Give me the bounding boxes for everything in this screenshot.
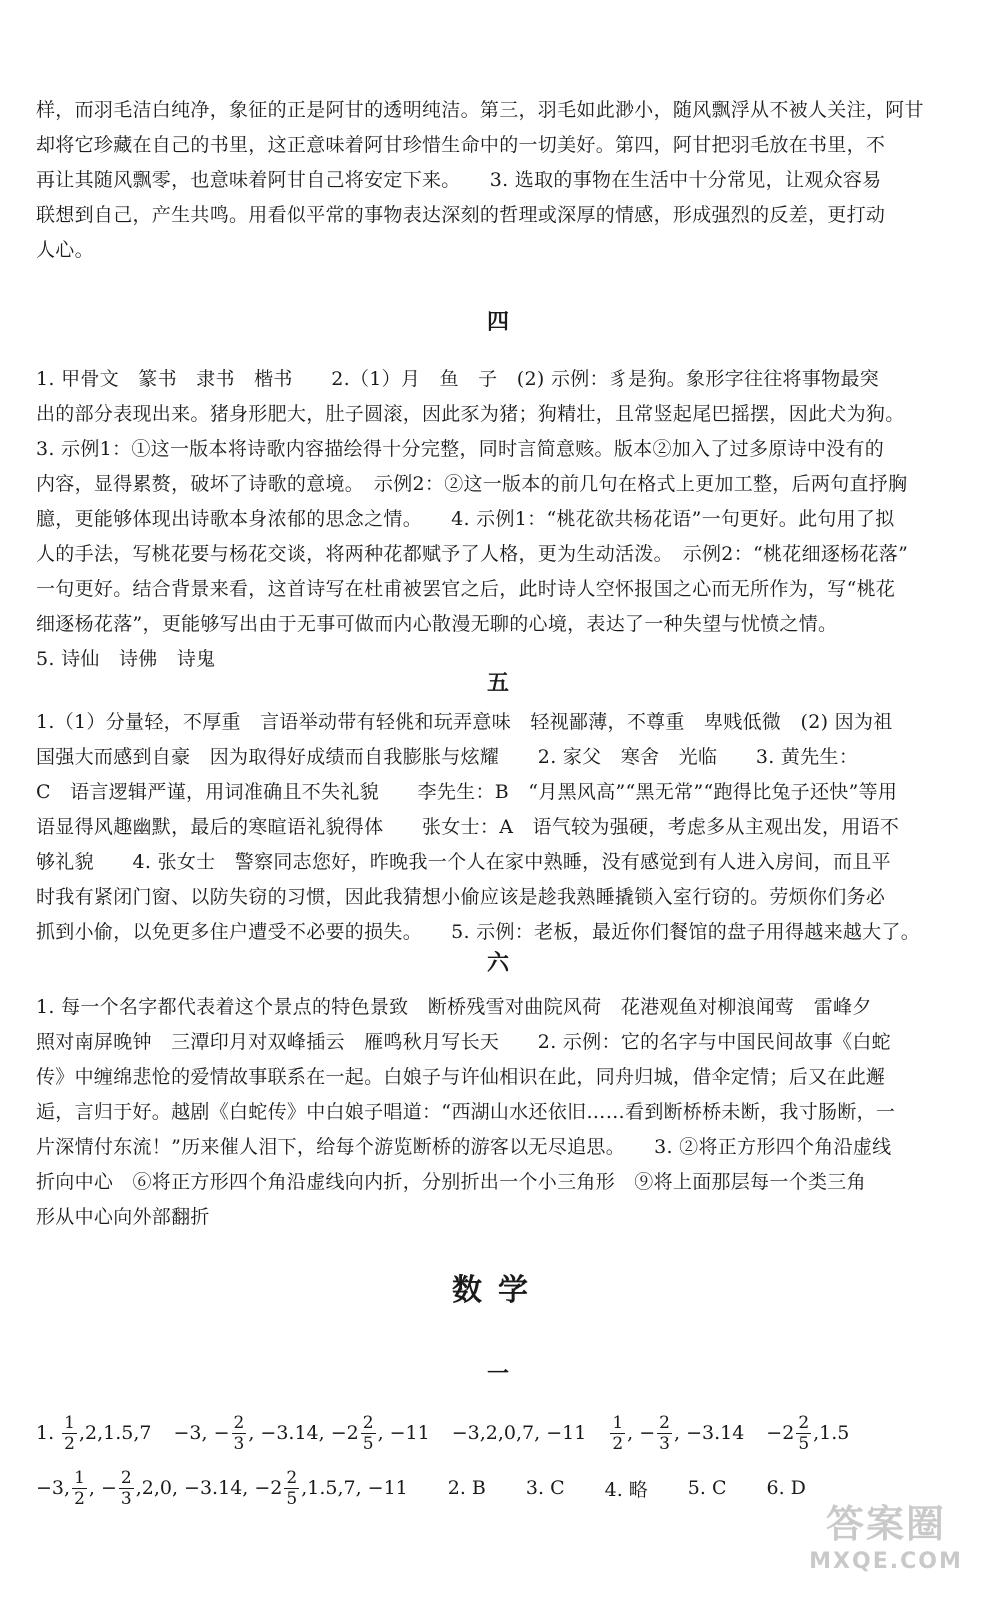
math-text: −3, − (173, 1422, 230, 1444)
answer-2: 2. B (447, 1477, 486, 1499)
math-text: , − (627, 1422, 656, 1444)
text-line: 逅，言归于好。越剧《白蛇传》中白娘子唱道：“西湖山水还依旧……看到断桥桥未断，我寸肠断，一 (36, 1101, 896, 1123)
answer-5: 5. C (687, 1477, 727, 1499)
numerator: 2 (120, 1467, 132, 1488)
text-line: 1. 甲骨文 篆书 隶书 楷书 2.（1）月 鱼 子 (2) 示例：豸是狗。象形字往往将事物最突 (36, 368, 880, 390)
paragraph-intro (36, 93, 972, 268)
math-text: ,2,0, −3.14, −2 (135, 1477, 283, 1499)
denominator: 3 (233, 1433, 245, 1454)
denominator: 2 (64, 1433, 75, 1454)
fraction (657, 1413, 672, 1454)
fraction (361, 1413, 376, 1454)
text-line: 传》中缠绵悲怆的爱情故事联系在一起。白娘子与许仙相识在此，同舟归城，借伞定情；后又在此邂 (36, 1066, 886, 1088)
paragraph-section-4 (36, 362, 972, 677)
denominator: 3 (120, 1488, 132, 1509)
math-text: , −11 (377, 1422, 430, 1444)
math-text: ,1.5 (813, 1422, 850, 1444)
text-line: 却将它珍藏在自己的书里，这正意味着阿甘珍惜生命中的一切美好。第四，阿甘把羽毛放在书里，不 (36, 134, 886, 156)
numerator: 1 (64, 1412, 75, 1433)
denominator: 3 (659, 1433, 670, 1454)
answer-3: 3. C (525, 1477, 565, 1499)
answer-6: 6. D (766, 1477, 806, 1499)
text-line: 内容，显得累赘，破坏了诗歌的意境。 示例2：②这一版本的前几句在格式上更加工整，后两句直抒胸 (36, 473, 908, 495)
numerator: 2 (659, 1412, 670, 1433)
denominator: 5 (798, 1433, 810, 1454)
question-number: 1. (36, 1422, 55, 1444)
text-line: 5. 诗仙 诗佛 诗鬼 (36, 648, 216, 670)
fraction (62, 1413, 77, 1454)
math-text: , −3.14 (673, 1422, 745, 1444)
text-line: 国强大而感到自豪 因为取得好成绩而自我膨胀与炫耀 2. 家父 寒舍 光临 3. 黄先生： (36, 746, 859, 768)
section-title-5: 五 (486, 670, 509, 696)
text-line: 人心。 (36, 239, 94, 261)
answer-4: 4. 略 (604, 1478, 648, 1501)
numerator: 2 (362, 1412, 374, 1433)
text-line: 够礼貌 4. 张女士 警察同志您好，昨晚我一个人在家中熟睡，没有感觉到有人进入房间，而且平 (36, 851, 891, 873)
watermark-url: MXQE.COM (809, 1549, 963, 1574)
math-text: −3, (36, 1477, 71, 1499)
section-title-math-1: 一 (486, 1361, 509, 1387)
text-line: 时我有紧闭门窗、以防失窃的习惯，因此我猜想小偷应该是趁我熟睡撬锁入室行窃的。劳烦你们务必 (36, 886, 886, 908)
fraction (610, 1413, 625, 1454)
denominator: 2 (612, 1433, 624, 1454)
text-line: 一句更好。结合背景来看，这首诗写在杜甫被罢官之后，此时诗人空怀报国之心而无所作为，写“桃花 (36, 578, 896, 600)
section-title-4: 四 (486, 309, 509, 335)
numerator: 2 (233, 1412, 245, 1433)
text-line: 片深情付东流！”历来催人泪下，给每个游览断桥的游客以无尽追思。 3. ②将正方形四个角沿虚线 (36, 1136, 892, 1158)
math-text: −2 (766, 1422, 795, 1444)
text-line: 联想到自己，产生共鸣。用看似平常的事物表达深刻的哲理或深厚的情感，形成强烈的反差，更打动 (36, 204, 886, 226)
math-text: ,2,1.5,7 (78, 1422, 152, 1444)
math-answer-line-1 (36, 1408, 976, 1458)
text-line: 语显得风趣幽默，最后的寒暄语礼貌得体 张女士：A 语气较为强硬，考虑多从主观出发，用语不 (36, 816, 900, 838)
text-line: 折向中心 ⑥将正方形四个角沿虚线向内折，分别折出一个小三角形 ⑨将上面那层每一个类三角 (36, 1171, 866, 1193)
text-line: 1.（1）分量轻，不厚重 言语举动带有轻佻和玩弄意味 轻视鄙薄，不尊重 卑贱低微 (2) 因为祖 (36, 711, 893, 733)
math-text: −3,2,0,7, −11 (451, 1422, 587, 1444)
subject-title-math: 数学 (452, 1273, 544, 1308)
paragraph-section-5 (36, 705, 972, 950)
text-line: C 语言逻辑严谨，用词准确且不失礼貌 李先生：B “月黑风高”“黑无常”“跑得比兔子还快”等用 (36, 781, 898, 803)
numerator: 2 (286, 1467, 298, 1488)
fraction (119, 1468, 134, 1509)
text-line: 样，而羽毛洁白纯净，象征的正是阿甘的透明纯洁。第三，羽毛如此渺小，随风飘浮从不被人关注，阿甘 (36, 99, 924, 121)
text-line: 照对南屏晚钟 三潭印月对双峰插云 雁鸣秋月写长天 2. 示例：它的名字与中国民间故事《白蛇 (36, 1031, 891, 1053)
numerator: 1 (612, 1412, 624, 1433)
math-text: , − (88, 1477, 117, 1499)
watermark-logo (796, 1500, 976, 1590)
denominator: 5 (362, 1433, 374, 1454)
fraction (284, 1468, 299, 1509)
text-line: 出的部分表现出来。猪身形肥大，肚子圆滚，因此豕为猪；狗精壮，且常竖起尾巴摇摆，因此犬为狗。 (36, 403, 905, 425)
section-title-6: 六 (486, 950, 509, 976)
denominator: 2 (74, 1488, 85, 1509)
fraction (232, 1413, 247, 1454)
text-line: 再让其随风飘零，也意味着阿甘自己将安定下来。 3. 选取的事物在生活中十分常见，让观众容易 (36, 169, 882, 191)
text-line: 抓到小偷，以免更多住户遭受不必要的损失。 5. 示例：老板，最近你们餐馆的盘子用得越来越大了。 (36, 921, 921, 943)
text-line: 1. 每一个名字都代表着这个景点的特色景致 断桥残雪对曲院风荷 花港观鱼对柳浪闻莺 雷峰夕 (36, 996, 872, 1018)
paragraph-section-6 (36, 990, 972, 1235)
fraction (72, 1468, 87, 1509)
text-line: 细逐杨花落”，更能够写出由于无事可做而内心散漫无聊的心境，表达了一种失望与忧愤之情。 (36, 613, 838, 635)
text-line: 形从中心向外部翻折 (36, 1206, 210, 1228)
numerator: 2 (798, 1412, 810, 1433)
math-text: , −3.14, −2 (248, 1422, 359, 1444)
math-text: ,1.5,7, −11 (301, 1477, 408, 1499)
numerator: 1 (74, 1467, 85, 1488)
denominator: 5 (286, 1488, 298, 1509)
watermark-text: 答案圈 (825, 1502, 946, 1546)
text-line: 3. 示例1：①这一版本将诗歌内容描绘得十分完整，同时言简意赅。版本②加入了过多原诗中没有的 (36, 438, 885, 460)
text-line: 臆，更能够体现出诗歌本身浓郁的思念之情。 4. 示例1：“桃花欲共杨花语”一句更好。此句用了拟 (36, 508, 895, 530)
fraction (796, 1413, 811, 1454)
text-line: 人的手法，写桃花要与杨花交谈，将两种花都赋予了人格，更为生动活泼。 示例2：“桃花细逐杨花落” (36, 543, 909, 565)
